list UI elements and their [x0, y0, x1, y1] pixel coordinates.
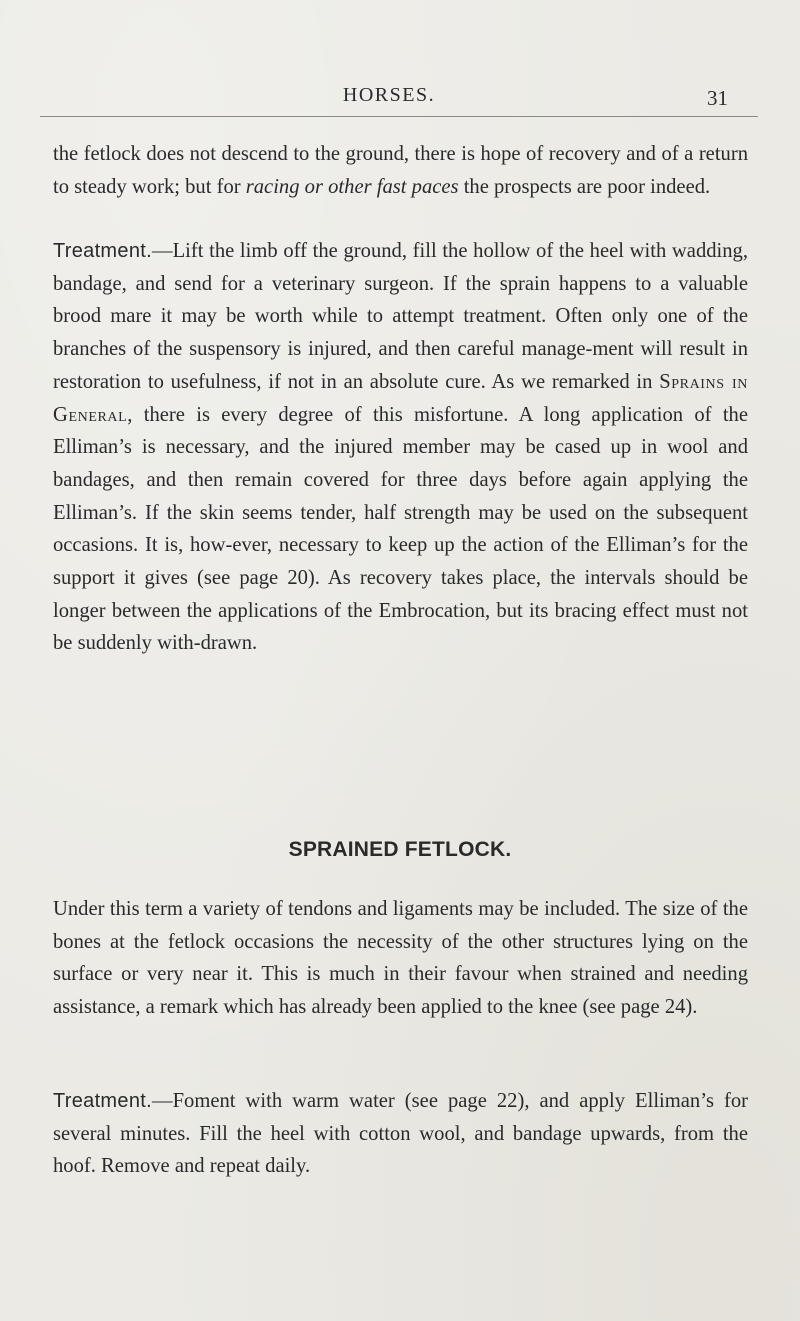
paragraph-continuation: [53, 138, 748, 203]
paragraph-text: the prospects are poor indeed.: [458, 175, 711, 198]
paragraph-text: —Lift the limb off the ground, fill the hollow of the heel with wadding, bandage, and send for a veterinary surgeon. If the sprain happens to a valuable brood mare it may be worth while to attempt treatment. Often only one of the branches of the suspensory is injured, and then careful manage-ment will result in restoration to usefulness, if not in an absolute cure. As we remarked in: [53, 240, 748, 393]
section-intro-paragraph: [53, 893, 748, 1024]
paragraph-text: —Foment with warm water (see page 22), and apply Elliman’s for several minutes. Fill the heel with cotton wool, and bandage upwards, from the hoof. Remove and repeat daily.: [53, 1090, 748, 1178]
running-header: [0, 84, 800, 114]
section-heading: SPRAINED FETLOCK.: [288, 838, 512, 861]
cross-reference: Sprains in General: [53, 370, 748, 426]
paragraph-text: Under this term a variety of tendons and ligaments may be included. The size of the bones at the fetlock occasions the necessity of the other structures lying on the surface or very near it. This is much in their favour when strained and needing assistance, a remark which has already been applied to the knee (see page 24).: [53, 898, 748, 1019]
page-number: 31: [707, 86, 728, 110]
header-rule: [40, 116, 758, 117]
paragraph-text: , there is every degree of this misfortune. A long application of the Elliman’s is necessary, and the injured member may be cased up in wool and bandages, and then remain covered for three days before again applying the Elliman’s. If the skin seems tender, half strength may be used on the subsequent occasions. It is, how-ever, necessary to keep up the action of the Elliman’s for the support it gives (see page 20). As recovery takes place, the intervals should be longer between the applications of the Embrocation, but its bracing effect must not be suddenly with-drawn.: [53, 403, 748, 655]
italic-phrase: racing or other fast paces: [245, 175, 459, 198]
run-in-heading: Treatment.: [53, 240, 152, 262]
run-in-heading: Treatment.: [53, 1090, 152, 1112]
treatment-paragraph: [53, 235, 748, 660]
paragraph-text: the fetlock does not descend to the ground, there is hope of recovery and of a return to steady work; but for: [53, 143, 748, 198]
running-title: HORSES.: [342, 84, 436, 106]
treatment-paragraph-2: [53, 1085, 748, 1183]
